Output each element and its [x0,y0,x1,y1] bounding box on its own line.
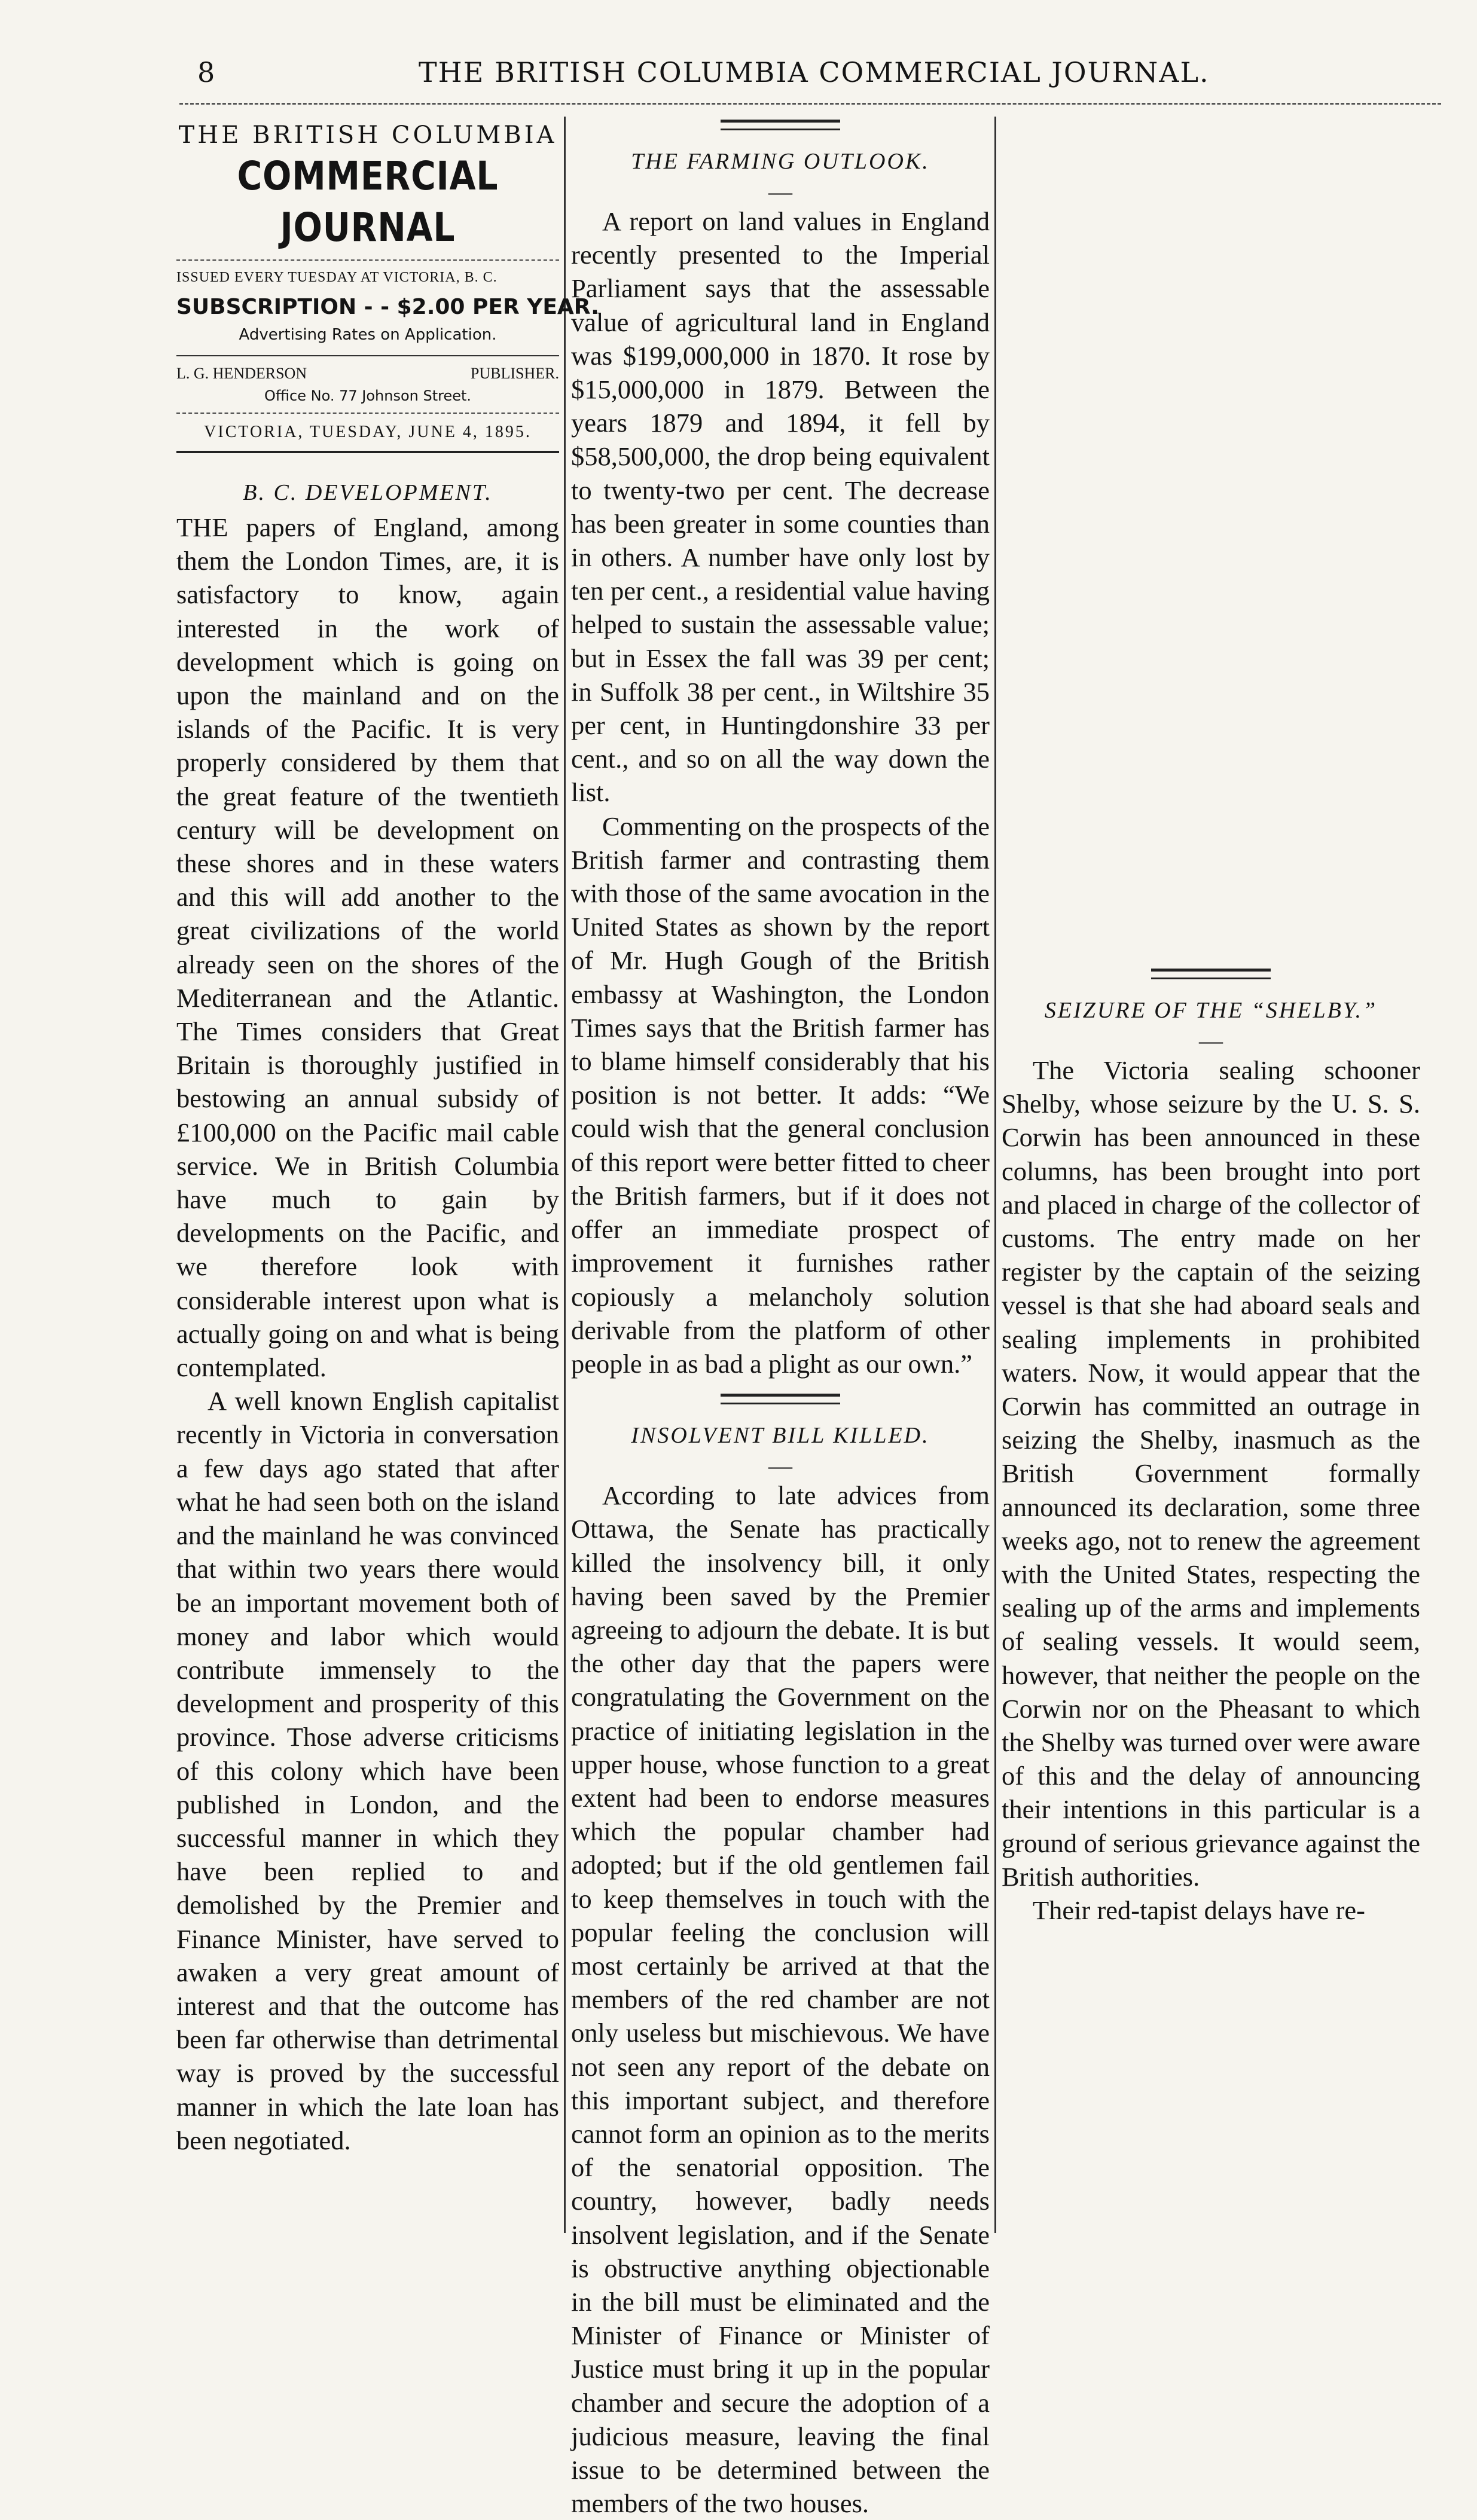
article-paragraph: Their red-tapist delays have re- [1033,1895,1365,1926]
article-separator [1151,969,1271,979]
article-separator [721,120,840,130]
article-seizure-shelby [1002,992,1420,1927]
running-head-rule [179,103,1441,106]
masthead-dashed-rule [176,413,559,414]
masthead-publisher [176,362,559,385]
running-head [0,53,1477,94]
article-headline: THE FARMING OUTLOOK. [631,149,930,174]
masthead-issued: ISSUED EVERY TUESDAY AT VICTORIA, B. C. [176,270,498,285]
column-1 [176,120,599,2157]
masthead-heavy-rule [176,451,559,453]
article-headline: B. C. DEVELOPMENT. [243,480,493,505]
column-3 [1002,120,1420,1927]
column-2 [571,120,990,2520]
masthead-dashed-rule [176,259,559,261]
article-bc-development [176,475,559,2157]
article-paragraph: According to late advices from Ottawa, the Senate has practically killed the insolvency bill, it only having been saved by the Premier agreeing to adjourn the debate. It is but the other day that the papers were congratulating the Government on the practice of initiating legislation in the upper house, whose function to a great extent had been to endorse measures which the popular chamber had adopted; but if the old gentlemen fail to keep themselves in touch with the popular feeling the conclusion will most certainly be arrived at that the members of the red chamber are not only useless but mischievous. We have not seen any report of the debate on this important subject, and therefore cannot form an opinion as to the merits of the senatorial opposition. The country, however, badly needs insolvent legislation, and if the Senate is obstructive anything objectionable in the bill must be eliminated and the Minister of Finance or Minister of Justice must bring it up in the popular chamber and secure the adoption of a judicious measure, leaving the final issue to be determined between the members of the two houses. [571,1480,990,2519]
article-farming-outlook [571,143,990,1380]
page-number: 8 [197,56,215,88]
article-paragraph: The Victoria sealing schooner Shelby, whose seizure by the U. S. S. Corwin has been announced in these columns, has been brought into port and placed in charge of the collector of customs. The entry made on her register by the captain of the seizing vessel is that she had aboard seals and sealing implements in prohibited waters. Now, it would appear that the Corwin has committed an outrage in seizing the Shelby, inasmuch as the British Government formally announced its declaration, some three weeks ago, not to renew the agreement with the United States, respecting the sealing up of the arms and implements of sealing vessels. It would seem, however, that neither the people on the Corwin nor on the Pheasant to which the Shelby was turned over were aware of this and the delay of announcing their intentions in this particular is a ground of serious grievance against the British authorities. [1002,1055,1420,1892]
article-paragraph: Commenting on the prospects of the British farmer and contrasting them with those of the same avocation in the United States as shown by the report of Mr. Hugh Gough of the British embassy at Washington, the London Times says that the British farmer has to blame himself considerably that his position is not better. It adds: “We could wish that the general conclusion of this report were better fitted to cheer the British farmers, but if it does not offer an immediate prospect of improvement it furnishes rather copiously a melancholy solution derivable from the platform of other people in as bad a plight as our own.” [571,811,990,1379]
headline-dash: — [768,178,792,205]
article-paragraph: A report on land values in England recently presented to the Imperial Parliament says that the assessable value of agricultural land in England was $199,000,000 in 1870. It rose by $15,000,000 in 1879. Between the years 1879 and 1894, it fell by $58,500,000, the drop being equivalent to twenty-two per cent. The decrease has been greater in some counties than in others. A number have only lost by ten per cent., a residential value having helped to sustain the assessable value; but in Essex the fall was 39 per cent; in Suffolk 38 per cent., in Wiltshire 35 per cent, in Huntingdonshire 33 per cent., and so on all the way down the list. [571,206,990,808]
masthead-advertising: Advertising Rates on Application. [239,326,497,344]
masthead-top-line: THE BRITISH COLUMBIA [178,121,557,149]
masthead-date: VICTORIA, TUESDAY, JUNE 4, 1895. [204,423,532,441]
article-separator [721,1394,840,1404]
headline-dash: — [1199,1027,1223,1054]
column-rule [564,117,566,2233]
publisher-role: PUBLISHER. [470,365,559,382]
running-head-title: THE BRITISH COLUMBIA COMMERCIAL JOURNAL. [419,56,1210,88]
article-paragraph: THE papers of England, among them the London Times, are, it is satisfactory to know, again interested in the work of development which is going on upon the mainland and on the islands of the Pacific. It is very properly considered by them that the great feature of the twentieth century will be development on these shores and in these waters and this will add another to the great civilizations of the world already seen on the shores of the Mediterranean and the Atlantic. The Times considers that Great Britain is thoroughly justified in bestowing an annual subsidy of £100,000 on the Pacific mail cable service. We in British Columbia have much to gain by developments on the Pacific, and we therefore look with considerable interest upon what is actually going on and what is being contemplated. [176,512,559,1383]
article-insolvent-bill [571,1418,990,2520]
article-paragraph: A well known English capitalist recently in Victoria in conversation a few days ago stated that after what he had seen both on the island and the mainland he was convinced that within two years there would be an important movement both of money and labor which would contribute immensely to the development and prosperity of this province. Those adverse criticisms of this colony which have been published in London, and the successful manner in which they have been replied to and demolished by the Premier and Finance Minister, have served to awaken a very great amount of interest and that the outcome has been far otherwise than detrimental way is proved by the successful manner in which the late loan has been negotiated. [176,1386,559,2155]
masthead-title: COMMERCIAL JOURNAL [237,153,499,251]
article-headline: SEIZURE OF THE “SHELBY.” [1044,998,1378,1023]
masthead-rule [176,355,559,356]
masthead-subscription: SUBSCRIPTION - - $2.00 PER YEAR. [176,295,599,319]
publisher-name: L. G. HENDERSON [176,365,307,382]
column-rule [994,117,996,2233]
article-headline: INSOLVENT BILL KILLED. [631,1423,930,1449]
headline-dash: — [768,1452,792,1480]
masthead [176,120,599,453]
masthead-office: Office No. 77 Johnson Street. [264,387,472,404]
